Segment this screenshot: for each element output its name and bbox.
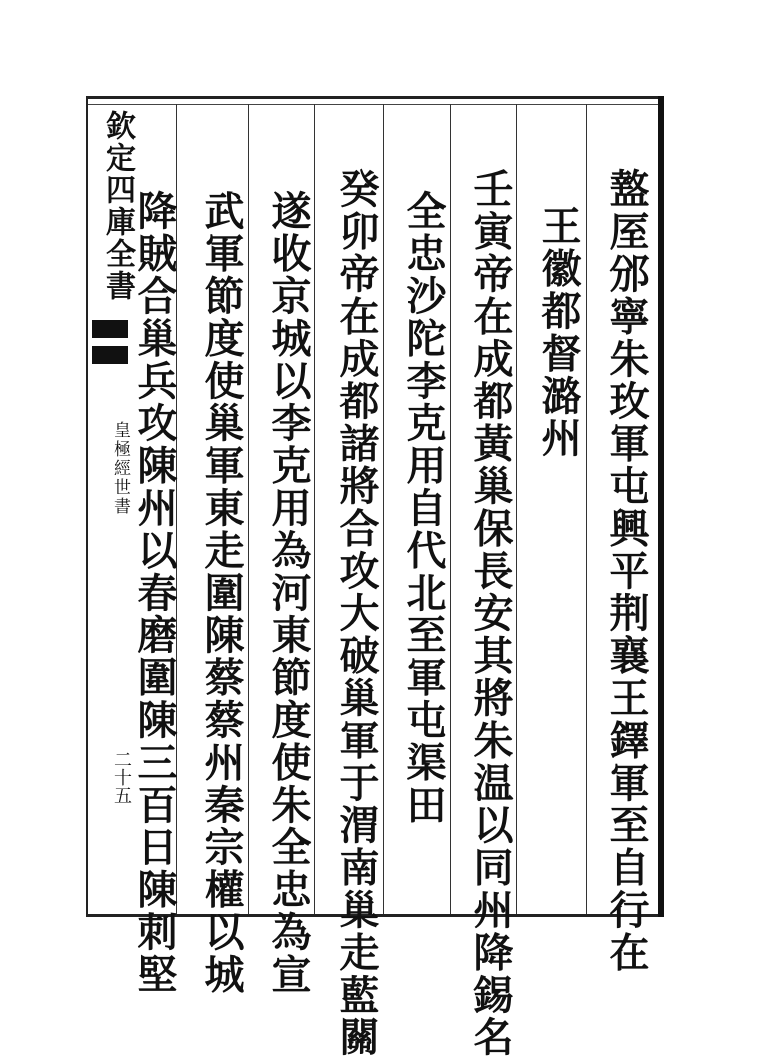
text-column-2: 王徽都督潞州 <box>535 205 582 460</box>
frame-top-border <box>86 96 664 99</box>
text-column-8: 降賊合巢兵攻陳州以春磨圍陳三百日陳刺堅 <box>131 190 178 996</box>
text-column-3: 壬寅帝在成都黃巢保長安其將朱温以同州降錫名 <box>467 168 514 1058</box>
text-column-1: 盩厔邠寧朱玫軍屯興平荆襄王鐸軍至自行在 <box>603 168 650 974</box>
frame-right-border <box>658 96 664 917</box>
text-column-6: 遂收京城以李克用為河東節度使朱全忠為宣 <box>265 190 312 996</box>
text-column-5: 癸卯帝在成都諸將合攻大破巢軍于渭南巢走藍關 <box>333 168 380 1058</box>
text-column-7: 武軍節度使巢軍東走圍陳蔡蔡州秦宗權以城 <box>198 190 245 996</box>
book-title: 皇極經世書 <box>110 421 130 516</box>
fishtail-mark <box>92 320 128 364</box>
collection-title: 欽定四庫全書 <box>100 110 135 302</box>
text-column-4: 全忠沙陀李克用自代北至軍屯渠田 <box>400 190 447 826</box>
page-number: 二十五 <box>111 750 132 804</box>
